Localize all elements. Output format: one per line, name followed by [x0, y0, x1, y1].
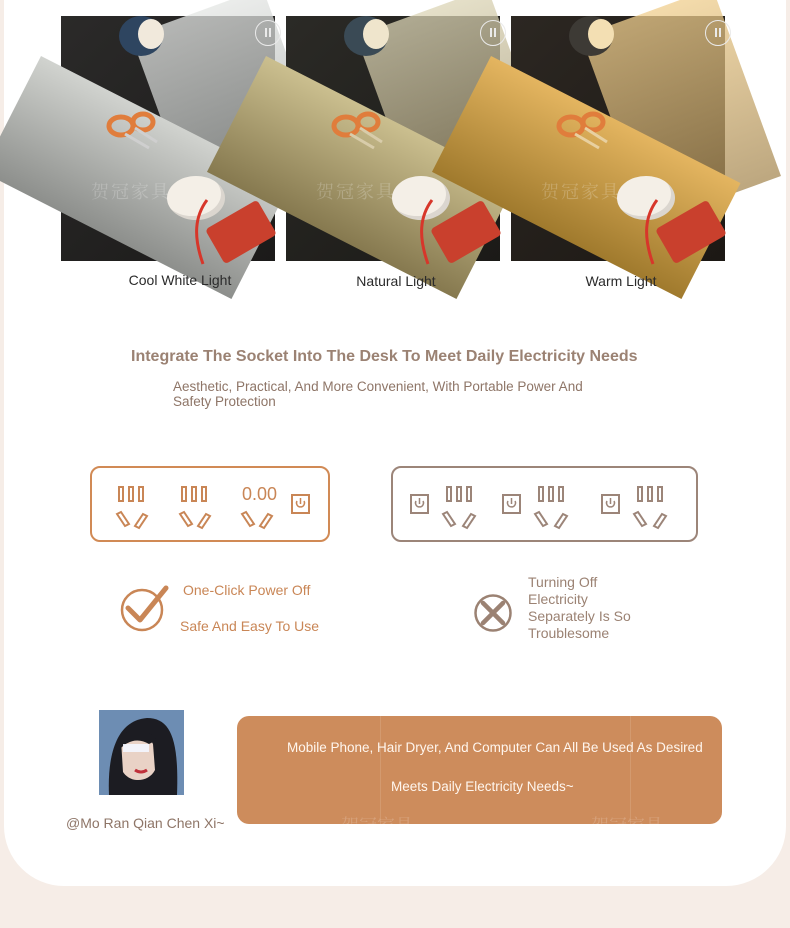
watermark: 贺冠家具 [541, 182, 621, 202]
watermark: 贺冠家具 [316, 182, 396, 202]
figurine-icon [107, 10, 169, 62]
figurine-icon [332, 10, 394, 62]
feature-one-click-power-off: One-Click Power Off [183, 582, 311, 598]
cross-icon [473, 593, 513, 633]
feature-safe-easy: Safe And Easy To Use [180, 618, 320, 634]
section-title: Integrate The Socket Into The Desk To Meet Daily Electricity Needs [131, 348, 638, 365]
photo-caption: Cool White Light [128, 272, 232, 288]
avatar [99, 710, 184, 795]
watermark: 贺冠家具 [341, 816, 413, 836]
figurine-icon [557, 10, 619, 62]
testimonial-bubble [237, 716, 722, 836]
grid-line [630, 716, 631, 824]
scissors-icon [555, 108, 609, 150]
pause-icon[interactable] [255, 20, 281, 46]
watermark: 贺冠家具 [91, 182, 171, 202]
power-display: 0.00 [242, 484, 278, 504]
avatar-image [99, 710, 184, 795]
separate-outlets-icon [393, 468, 700, 544]
scissors-icon [105, 108, 159, 150]
separate-switch-panel [391, 466, 698, 542]
integrated-socket-panel [90, 466, 330, 542]
socket-outlets-icon [92, 468, 332, 544]
testimonial-line-1: Mobile Phone, Hair Dryer, And Computer Can All Be Used As Desired [287, 740, 703, 755]
pause-icon[interactable] [705, 20, 731, 46]
section-subtitle: Aesthetic, Practical, And More Convenient, With Portable Power And Safety Protection [173, 379, 583, 409]
testimonial-line-2: Meets Daily Electricity Needs~ [391, 779, 574, 794]
photo-caption: Warm Light [585, 273, 657, 289]
photo-warm-light [511, 16, 725, 261]
watermark: 贺冠家具 [591, 816, 663, 836]
feature-separate-switch-drawback: Turning Off Electricity Separately Is So Troublesome [528, 574, 631, 641]
checkmark-icon [118, 584, 170, 634]
photo-caption: Natural Light [356, 273, 436, 289]
power-icon [297, 498, 305, 507]
pause-icon[interactable] [480, 20, 506, 46]
user-handle: @Mo Ran Qian Chen Xi~ [66, 815, 225, 831]
scissors-icon [330, 108, 384, 150]
grid-line [380, 716, 381, 824]
